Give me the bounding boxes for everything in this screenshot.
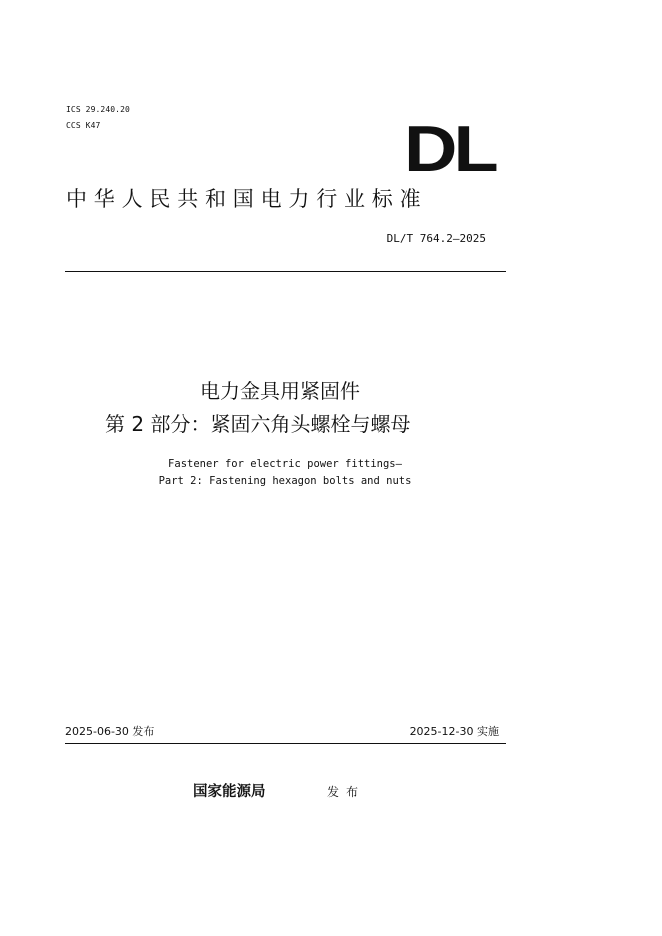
title-chinese-line-1: 电力金具用紧固件 xyxy=(200,379,360,403)
title-english-line-2: Part 2: Fastening hexagon bolts and nuts xyxy=(158,475,412,487)
dl-logo: DL xyxy=(404,111,495,185)
issuing-authority: 国家能源局 xyxy=(193,784,266,800)
issue-label: 发布 xyxy=(327,785,366,799)
ics-code: ICS 29.240.20 xyxy=(66,105,130,114)
top-divider xyxy=(65,271,506,272)
bottom-divider xyxy=(65,743,506,744)
ccs-code: CCS K47 xyxy=(66,121,101,130)
standard-category-title: 中华人民共和国电力行业标准 xyxy=(66,187,428,211)
title-chinese-line-2: 第 2 部分：紧固六角头螺栓与螺母 xyxy=(105,412,411,436)
title-english-line-1: Fastener for electric power fittings— xyxy=(168,458,402,470)
implement-date: 2025-12-30 实施 xyxy=(409,725,499,738)
standard-number: DL/T 764.2—2025 xyxy=(386,232,486,245)
publish-date: 2025-06-30 发布 xyxy=(65,725,155,738)
